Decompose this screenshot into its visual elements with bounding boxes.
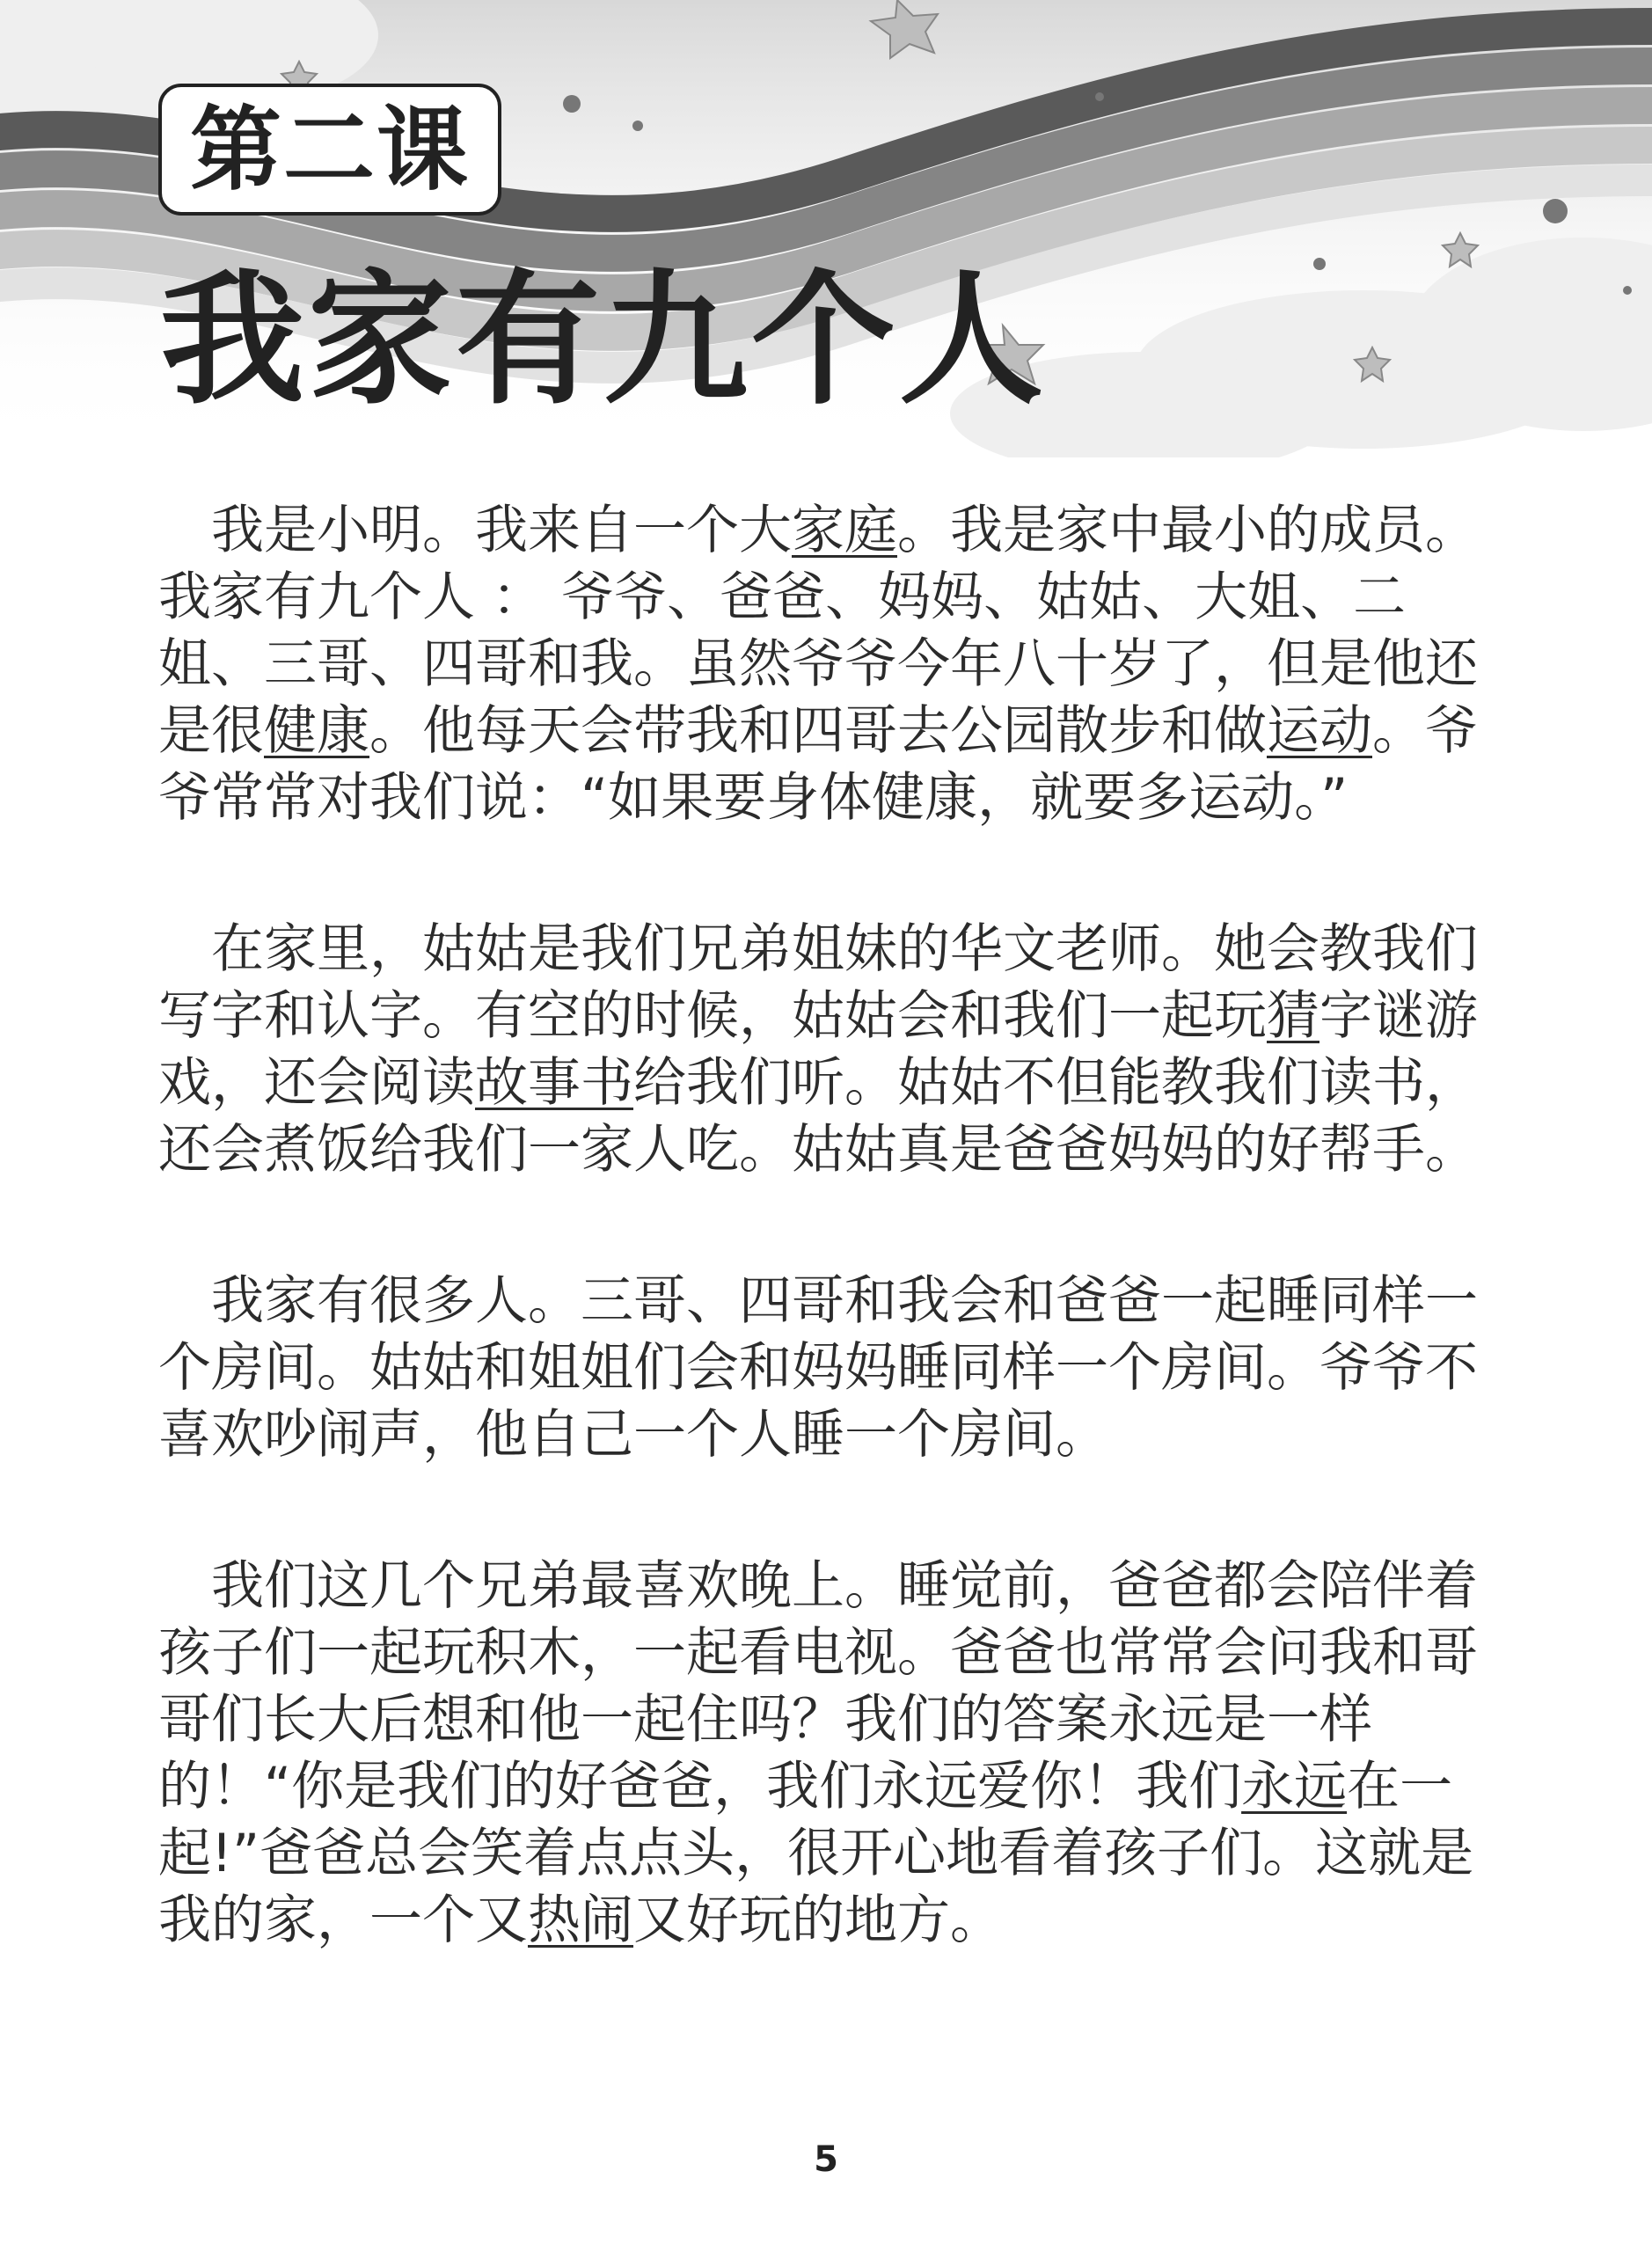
page-number: 5 [814,2139,838,2180]
lesson-number: 第二课 [189,96,470,203]
underlined-vocabulary: 健康 [264,700,369,762]
text-run: 我是小明。我来自一个大 [211,500,792,561]
lesson-number-box [158,84,501,216]
underlined-vocabulary: 猜 [1267,985,1319,1047]
paragraph [158,497,1495,831]
text-run: 又好玩的地方。 [633,1890,1003,1951]
paragraph [158,1268,1495,1468]
text-run: 我们这几个兄弟最喜欢晚上。睡觉前，爸爸都会陪伴着孩子们一起玩积木，一起看电视。爸爸也常常会问我和哥哥们长大后想和他一起住吗？我们的答案永远是一样的！“你是我们的好爸爸，我们永远爱你！我们 [158,1555,1478,1817]
text-run: 。我是家中最小的成员。我家有九个人 ： 爷爷、爸爸、妈妈、姑姑、大姐、二姐、三哥、四哥和我。虽然爷爷今年八十岁了，但是他还是很 [158,500,1478,762]
lesson-title: 我家有九个人 [160,256,1048,424]
text-run: 在一起!”爸爸总会笑着点点头，很开心地看着孩子们。这就是我的家，一个又 [158,1756,1474,1951]
paragraph [158,1553,1495,1954]
underlined-vocabulary: 家庭 [792,500,897,561]
underlined-vocabulary: 永远 [1241,1756,1348,1817]
text-run: 我家有很多人。三哥、四哥和我会和爸爸一起睡同样一个房间。姑姑和姐姐们会和妈妈睡同样一个房间。爷爷不喜欢吵闹声，他自己一个人睡一个房间。 [158,1270,1478,1466]
reading-text [158,497,1495,1954]
text-run: 字谜游戏，还会阅读 [158,985,1478,1114]
text-run: 给我们听。姑姑不但能教我们读书，还会煮饭给我们一家人吃。姑姑真是爸爸妈妈的好帮手。 [158,1052,1478,1181]
text-run: 。他每天会带我和四哥去公园散步和做 [369,700,1267,762]
underlined-vocabulary: 热闹 [528,1890,633,1951]
paragraph [158,916,1495,1183]
underlined-vocabulary: 故事书 [475,1052,633,1114]
underlined-vocabulary: 运动 [1267,700,1372,762]
text-run: 。爷爷常常对我们说：“如果要身体健康，就要多运动。” [158,700,1478,829]
text-run: 在家里，姑姑是我们兄弟姐妹的华文老师。她会教我们写字和认字。有空的时候，姑姑会和我们一起玩 [158,918,1478,1047]
